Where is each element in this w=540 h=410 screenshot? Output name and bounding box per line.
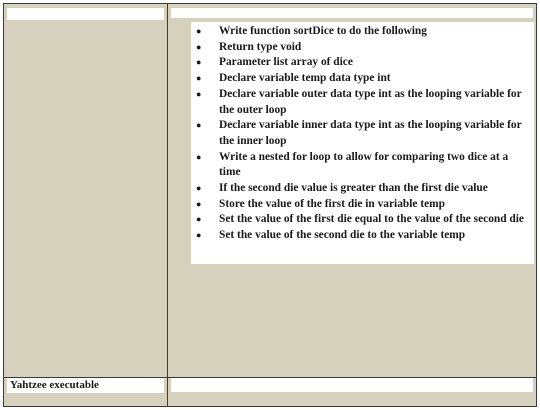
list-item-text: Declare variable outer data type int as the looping variable for the outer loop	[219, 87, 522, 116]
instruction-list	[191, 22, 534, 244]
bullet-icon: ●	[196, 230, 202, 241]
bullet-icon: ●	[196, 88, 202, 99]
list-item	[191, 212, 534, 228]
right-cell-highlight	[171, 8, 533, 18]
list-item-text: If the second die value is greater than the first die value	[219, 182, 488, 195]
list-item	[191, 40, 534, 56]
footer-label-cell	[7, 378, 164, 393]
footer-value-cell	[171, 378, 533, 392]
list-item	[191, 71, 534, 87]
list-item-text: Set the value of the first die equal to the value of the second die	[219, 213, 524, 226]
list-item	[191, 228, 534, 244]
instructions-panel	[191, 22, 534, 264]
left-cell-highlight	[7, 8, 164, 20]
bullet-icon: ●	[196, 41, 202, 52]
list-item-text: Declare variable temp data type int	[219, 72, 391, 85]
list-item	[191, 87, 534, 118]
bullet-icon: ●	[196, 73, 202, 84]
list-item-text: Return type void	[219, 40, 302, 53]
list-item-text: Write a nested for loop to allow for comparing two dice at a time	[219, 150, 509, 179]
bullet-icon: ●	[196, 198, 202, 209]
bullet-icon: ●	[196, 120, 202, 131]
requirements-table	[3, 3, 537, 407]
list-item	[191, 181, 534, 197]
bullet-icon: ●	[196, 57, 202, 68]
list-item	[191, 118, 534, 149]
list-item-text: Parameter list array of dice	[219, 56, 353, 69]
list-item-text: Store the value of the first die in variable temp	[219, 197, 445, 210]
footer-label: Yahtzee executable	[10, 379, 99, 391]
bullet-icon: ●	[196, 151, 202, 162]
list-item	[191, 55, 534, 71]
list-item	[191, 24, 534, 40]
bullet-icon: ●	[196, 214, 202, 225]
bullet-icon: ●	[196, 183, 202, 194]
bullet-icon: ●	[196, 26, 202, 36]
list-item-text: Set the value of the second die to the variable temp	[219, 229, 466, 242]
column-divider	[167, 4, 168, 406]
list-item	[191, 197, 534, 213]
list-item-text: Write function sortDice to do the following	[219, 25, 427, 37]
list-item	[191, 150, 534, 181]
list-item-text: Declare variable inner data type int as the looping variable for the inner loop	[219, 119, 522, 147]
